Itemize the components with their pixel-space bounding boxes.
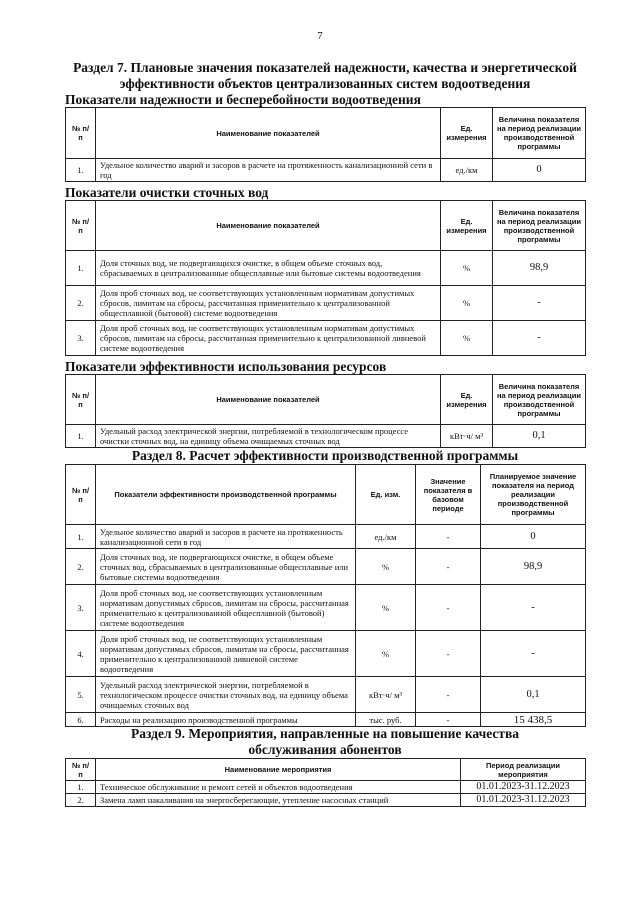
section-8 [65,448,585,727]
reliability-table [65,107,586,182]
row-planned-value: 15 438,5 [481,713,586,727]
resources-table [65,374,586,448]
row-number: 2. [66,549,96,585]
col-header-number: № п/п [66,465,96,525]
col-header-indicator: Показатели эффективности производственной программы [96,465,356,525]
row-unit: ед./км [356,525,416,549]
table-row [66,159,586,182]
row-measure: Техническое обслуживание и ремонт сетей и объектов водоотведения [96,781,461,794]
treatment-title: Показатели очистки сточных вод [65,185,269,200]
row-base-value: - [416,585,481,631]
row-base-value: - [416,525,481,549]
col-header-unit: Ед. измерения [441,201,493,251]
row-unit: кВт·ч/ м³ [441,425,493,448]
table-row [66,321,586,356]
row-base-value: - [416,631,481,677]
row-planned-value: - [481,585,586,631]
table-row [66,525,586,549]
row-base-value: - [416,549,481,585]
table-row [66,585,586,631]
table-row [66,425,586,448]
section-7 [65,60,585,448]
row-number: 1. [66,525,96,549]
col-header-unit: Ед. измерения [441,108,493,159]
table-row [66,713,586,727]
efficiency-table [65,464,586,727]
row-name: Доля сточных вод, не подвергающихся очистке, в общем объеме сточных вод, сбрасываемых в централизованные общесплавные или бытовые системы водоотведения [96,251,441,286]
row-number: 1. [66,425,96,448]
col-header-number: № п/п [66,108,96,159]
row-base-value: - [416,713,481,727]
section-8-title: Раздел 8. Расчет эффективности производственной программы [131,448,519,463]
section-9 [65,726,585,807]
row-value: - [493,321,586,356]
row-period: 01.01.2023-31.12.2023 [461,794,586,807]
row-base-value: - [416,677,481,713]
col-header-name: Наименование показателей [96,108,441,159]
col-header-unit: Ед. измерения [441,375,493,425]
row-number: 5. [66,677,96,713]
section-7-title: Раздел 7. Плановые значения показателей надежности, качества и энергетической эффективности объектов централизованных систем водоотведения [73,60,577,91]
row-unit: % [441,251,493,286]
row-name: Расходы на реализацию производственной программы [96,713,356,727]
row-number: 4. [66,631,96,677]
row-name: Удельный расход электрической энергии, потребляемой в технологическом процессе очистки сточных вод, на единицу объема очищаемых сточных вод [96,425,441,448]
page-number: 7 [317,30,323,42]
row-value: 0 [493,159,586,182]
row-name: Удельное количество аварий и засоров в расчете на протяженность канализационной сети в год [96,525,356,549]
treatment-table [65,200,586,356]
resources-title: Показатели эффективности использования ресурсов [65,359,387,374]
row-number: 3. [66,321,96,356]
row-planned-value: - [481,631,586,677]
row-value: - [493,286,586,321]
row-number: 1. [66,781,96,794]
col-header-value: Величина показателя на период реализации производственной программы [493,375,586,425]
row-name: Доля проб сточных вод, не соответствующих установленным нормативам допустимых сбросов, лимитам на сбросы, рассчитанная применительно к централизованной ливневой системе водоотведения [96,321,441,356]
measures-table [65,758,586,807]
table-header-row [66,465,586,525]
row-number: 1. [66,159,96,182]
row-unit: % [441,286,493,321]
reliability-title: Показатели надежности и бесперебойности водоотведения [65,92,421,107]
col-header-number: № п/п [66,375,96,425]
row-name: Удельное количество аварий и засоров в расчете на протяженность канализационной сети в год [96,159,441,182]
table-row [66,781,586,794]
row-number: 2. [66,794,96,807]
table-row [66,251,586,286]
table-row [66,549,586,585]
row-planned-value: 0,1 [481,677,586,713]
table-row [66,631,586,677]
col-header-value: Величина показателя на период реализации производственной программы [493,201,586,251]
col-header-number: № п/п [66,201,96,251]
row-unit: тыс. руб. [356,713,416,727]
table-header-row [66,108,586,159]
row-unit: % [441,321,493,356]
row-unit: ед./км [441,159,493,182]
row-planned-value: 0 [481,525,586,549]
col-header-number: № п/п [66,759,96,781]
col-header-period: Период реализации мероприятия [461,759,586,781]
section-9-title: Раздел 9. Мероприятия, направленные на повышение качества обслуживания абонентов [130,726,520,757]
row-value: 0,1 [493,425,586,448]
row-value: 98,9 [493,251,586,286]
col-header-name: Наименование показателей [96,375,441,425]
row-unit: кВт·ч/ м³ [356,677,416,713]
row-period: 01.01.2023-31.12.2023 [461,781,586,794]
row-unit: % [356,631,416,677]
row-name: Доля проб сточных вод, не соответствующих установленным нормативам допустимых сбросов, лимитам на сбросы, рассчитанная применительно к централизованной общесплавной (бытовой) системе водоотведения [96,286,441,321]
row-number: 3. [66,585,96,631]
table-row [66,794,586,807]
table-header-row [66,201,586,251]
table-header-row [66,375,586,425]
row-name: Доля сточных вод, не подвергающихся очистке, в общем объеме сточных вод, сбрасываемых в централизованные общесплавные или бытовые системы водоотведения [96,549,356,585]
col-header-value: Величина показателя на период реализации производственной программы [493,108,586,159]
row-number: 2. [66,286,96,321]
row-unit: % [356,549,416,585]
row-name: Удельный расход электрической энергии, потребляемой в технологическом процессе очистки сточных вод, на единицу объема очищаемых сточных вод [96,677,356,713]
row-planned-value: 98,9 [481,549,586,585]
col-header-planned-value: Планируемое значение показателя на период реализации производственной программы [481,465,586,525]
col-header-unit: Ед. изм. [356,465,416,525]
col-header-base-value: Значение показателя в базовом периоде [416,465,481,525]
col-header-name: Наименование показателей [96,201,441,251]
row-number: 6. [66,713,96,727]
table-header-row [66,759,586,781]
row-number: 1. [66,251,96,286]
col-header-measure: Наименование мероприятия [96,759,461,781]
row-unit: % [356,585,416,631]
row-measure: Замена ламп накаливания на энергосберегающие, утепление насосных станций [96,794,461,807]
row-name: Доля проб сточных вод, не соответствующих установленным нормативам допустимых сбросов, лимитам на сбросы, рассчитанная применительно к централизованной ливневой системе водоотведения [96,631,356,677]
row-name: Доля проб сточных вод, не соответствующих установленным нормативам допустимых сбросов, лимитам на сбросы, рассчитанная применительно к централизованной общесплавной (бытовой) системе водоотведения [96,585,356,631]
table-row [66,677,586,713]
table-row [66,286,586,321]
